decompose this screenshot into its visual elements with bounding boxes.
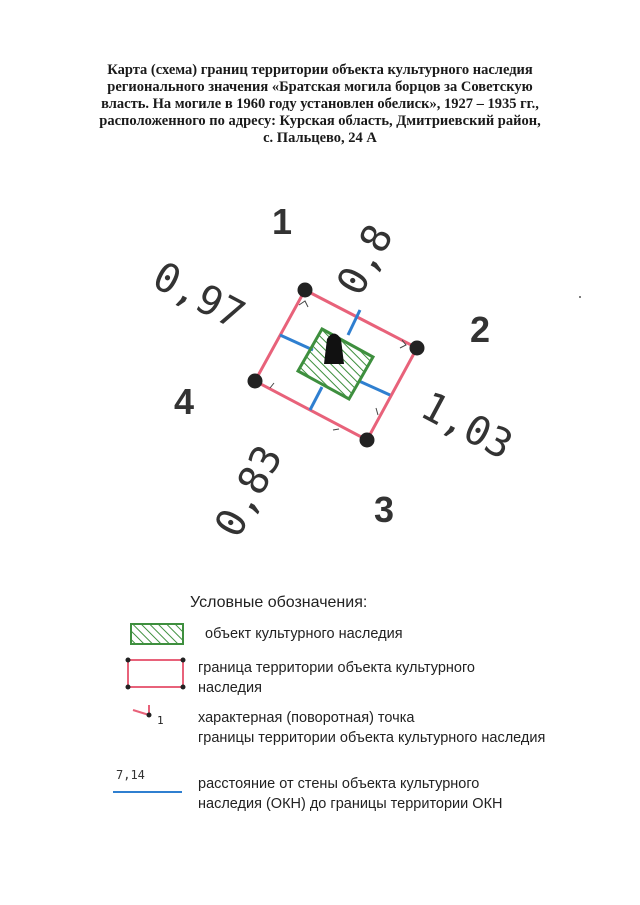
legend-sample-boundary-points — [126, 658, 186, 690]
point-label-1: 1 — [272, 201, 293, 242]
legend-item-turning-point: характерная (поворотная) точка границы территории объекта культурного наследия — [198, 710, 546, 746]
point-label-4: 4 — [174, 381, 195, 422]
legend-sample-heritage — [131, 624, 183, 644]
title-line-1: Карта (схема) границ территории объекта культурного наследия — [107, 62, 533, 78]
legend-item-boundary: граница территории объекта культурного наследия — [198, 660, 476, 696]
title-line-4: расположенного по адресу: Курская область, Дмитриевский район, — [99, 113, 541, 129]
legend-sample-turning-point — [133, 705, 152, 718]
legend-sample-boundary — [128, 660, 183, 687]
legend-item-distance: расстояние от стены объекта культурного наследия (ОКН) до границы территории ОКН — [198, 776, 503, 812]
legend-item-heritage: объект культурного наследия — [205, 626, 403, 642]
title-line-3: власть. На могиле в 1960 году установлен обелиск», 1927 – 1935 гг., — [101, 96, 539, 112]
point-label-3: 3 — [374, 489, 395, 530]
legend-title: Условные обозначения: — [190, 594, 368, 611]
legend-sample-point-number: 1 — [157, 714, 164, 727]
distance-label-1-2: 0,8 — [328, 217, 403, 303]
distance-label-1-4: 0,97 — [145, 253, 252, 340]
distance-label-2-3: 1,03 — [413, 383, 520, 470]
legend-sample-distance-number: 7,14 — [116, 768, 145, 782]
title-line-2: регионального значения «Братская могила борцов за Советскую — [107, 79, 533, 95]
title-line-5: с. Пальцево, 24 А — [263, 130, 377, 146]
point-label-2: 2 — [470, 309, 491, 350]
distance-label-3-4: 0,83 — [206, 438, 293, 545]
